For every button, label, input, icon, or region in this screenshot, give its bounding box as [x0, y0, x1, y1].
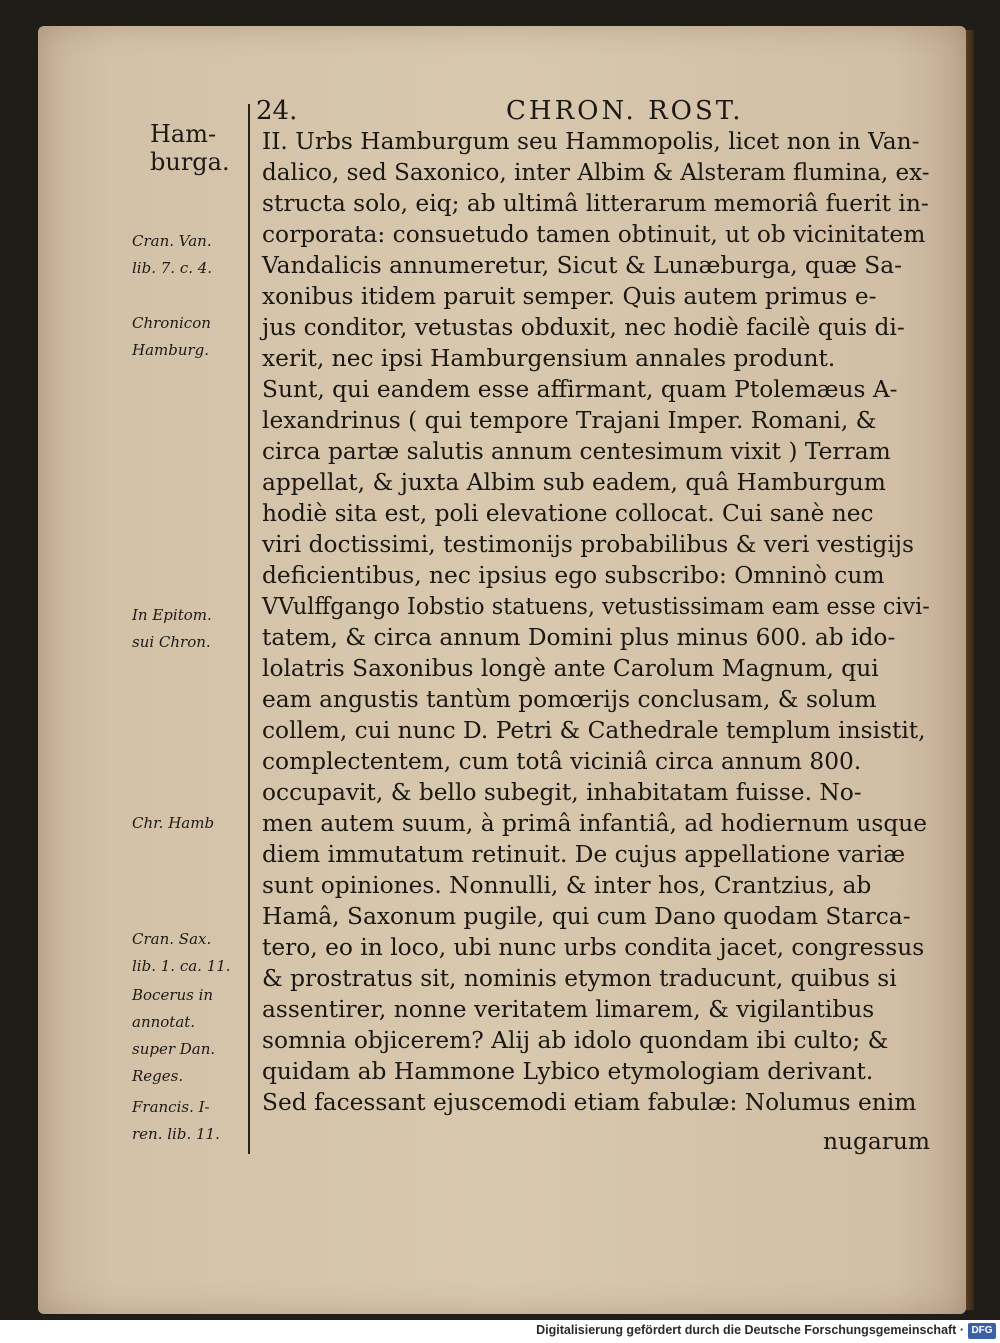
- text-line: quidam ab Hammone Lybico etymologiam derivant.: [262, 1058, 874, 1085]
- margin-note-chr-hamb: Chr. Hamb: [132, 814, 215, 832]
- text-line: tatem, & circa annum Domini plus minus 600. ab ido-: [262, 624, 896, 651]
- margin-rule: [248, 104, 250, 1154]
- page-number: 24.: [256, 96, 298, 126]
- text-line: hodiè sita est, poli elevatione collocat. Cui sanè nec: [262, 500, 874, 527]
- text-line: VVulffgango Iobstio statuens, vetustissimam eam esse civi-: [262, 593, 930, 620]
- margin-note-cran-sax: Cran. Sax. lib. 1. ca. 11.: [132, 930, 231, 975]
- text-line: viri doctissimi, testimonijs probabilibus & veri vestigijs: [262, 531, 914, 558]
- text-line: Vandalicis annumeretur, Sicut & Lunæburga, quæ Sa-: [262, 252, 902, 279]
- text-line: circa partæ salutis annum centesimum vixit ) Terram: [262, 438, 891, 465]
- text-line: sunt opiniones. Nonnulli, & inter hos, Crantzius, ab: [262, 872, 872, 899]
- text-line: tero, eo in loco, ubi nunc urbs condita jacet, congressus: [262, 934, 925, 961]
- text-line: Hamâ, Saxonum pugile, qui cum Dano quodam Starca-: [262, 903, 911, 930]
- footer-bar: [0, 1320, 1000, 1343]
- dfg-logo-icon: DFG: [968, 1323, 996, 1339]
- text-line: occupavit, & bello subegit, inhabitatam fuisse. No-: [262, 779, 862, 806]
- text-line: xerit, nec ipsi Hamburgensium annales produnt.: [262, 345, 836, 372]
- text-line: men autem suum, à primâ infantiâ, ad hodiernum usque: [262, 810, 928, 837]
- text-line: eam angustis tantùm pomœrijs conclusam, & solum: [262, 686, 877, 713]
- text-line: Sed facessant ejuscemodi etiam fabulæ: Nolumus enim: [262, 1089, 917, 1116]
- text-line: corporata: consuetudo tamen obtinuit, ut ob vicinitatem: [262, 221, 926, 248]
- margin-note-hamburga: Ham- burga.: [150, 120, 230, 176]
- text-line: somnia objicerem? Alij ab idolo quondam ibi culto; &: [262, 1027, 889, 1054]
- text-line: jus conditor, vetustas obduxit, nec hodiè facilè quis di-: [262, 314, 905, 341]
- text-line: appellat, & juxta Albim sub eadem, quâ Hamburgum: [262, 469, 886, 496]
- text-line: deficientibus, nec ipsius ego subscribo: Omninò cum: [262, 562, 885, 589]
- text-line: assentirer, nonne veritatem limarem, & vigilantibus: [262, 996, 875, 1023]
- text-line: xonibus itidem paruit semper. Quis autem primus e-: [262, 283, 877, 310]
- text-line: Sunt, qui eandem esse affirmant, quam Ptolemæus A-: [262, 376, 898, 403]
- text-line: II. Urbs Hamburgum seu Hammopolis, licet non in Van-: [262, 128, 920, 155]
- margin-note-francis: Francis. I- ren. lib. 11.: [132, 1098, 220, 1143]
- margin-note-chronicon: Chronicon Hamburg.: [132, 314, 211, 359]
- text-line: lolatris Saxonibus longè ante Carolum Magnum, qui: [262, 655, 879, 682]
- text-line: & prostratus sit, nominis etymon traducunt, quibus si: [262, 965, 897, 992]
- page-header: [256, 96, 946, 130]
- text-line: diem immutatum retinuit. De cujus appellatione variæ: [262, 841, 906, 868]
- text-line: collem, cui nunc D. Petri & Cathedrale templum insistit,: [262, 717, 926, 744]
- margin-note-bocerus: Bocerus in annotat. super Dan. Reges.: [132, 986, 216, 1085]
- margin-note-epitom: In Epitom. sui Chron.: [132, 606, 212, 651]
- text-line: structa solo, eiq; ab ultimâ litterarum memoriâ fuerit in-: [262, 190, 929, 217]
- funding-credit: Digitalisierung gefördert durch die Deutsche Forschungsgemeinschaft ·: [536, 1323, 964, 1337]
- text-line: lexandrinus ( qui tempore Trajani Imper. Romani, &: [262, 407, 877, 434]
- running-title: CHRON. ROST.: [506, 96, 744, 126]
- catchword: nugarum: [822, 1128, 930, 1155]
- text-line: complectentem, cum totâ viciniâ circa annum 800.: [262, 748, 862, 775]
- margin-note-cran-van: Cran. Van. lib. 7. c. 4.: [132, 232, 213, 277]
- text-line: dalico, sed Saxonico, inter Albim & Alsteram flumina, ex-: [262, 159, 930, 186]
